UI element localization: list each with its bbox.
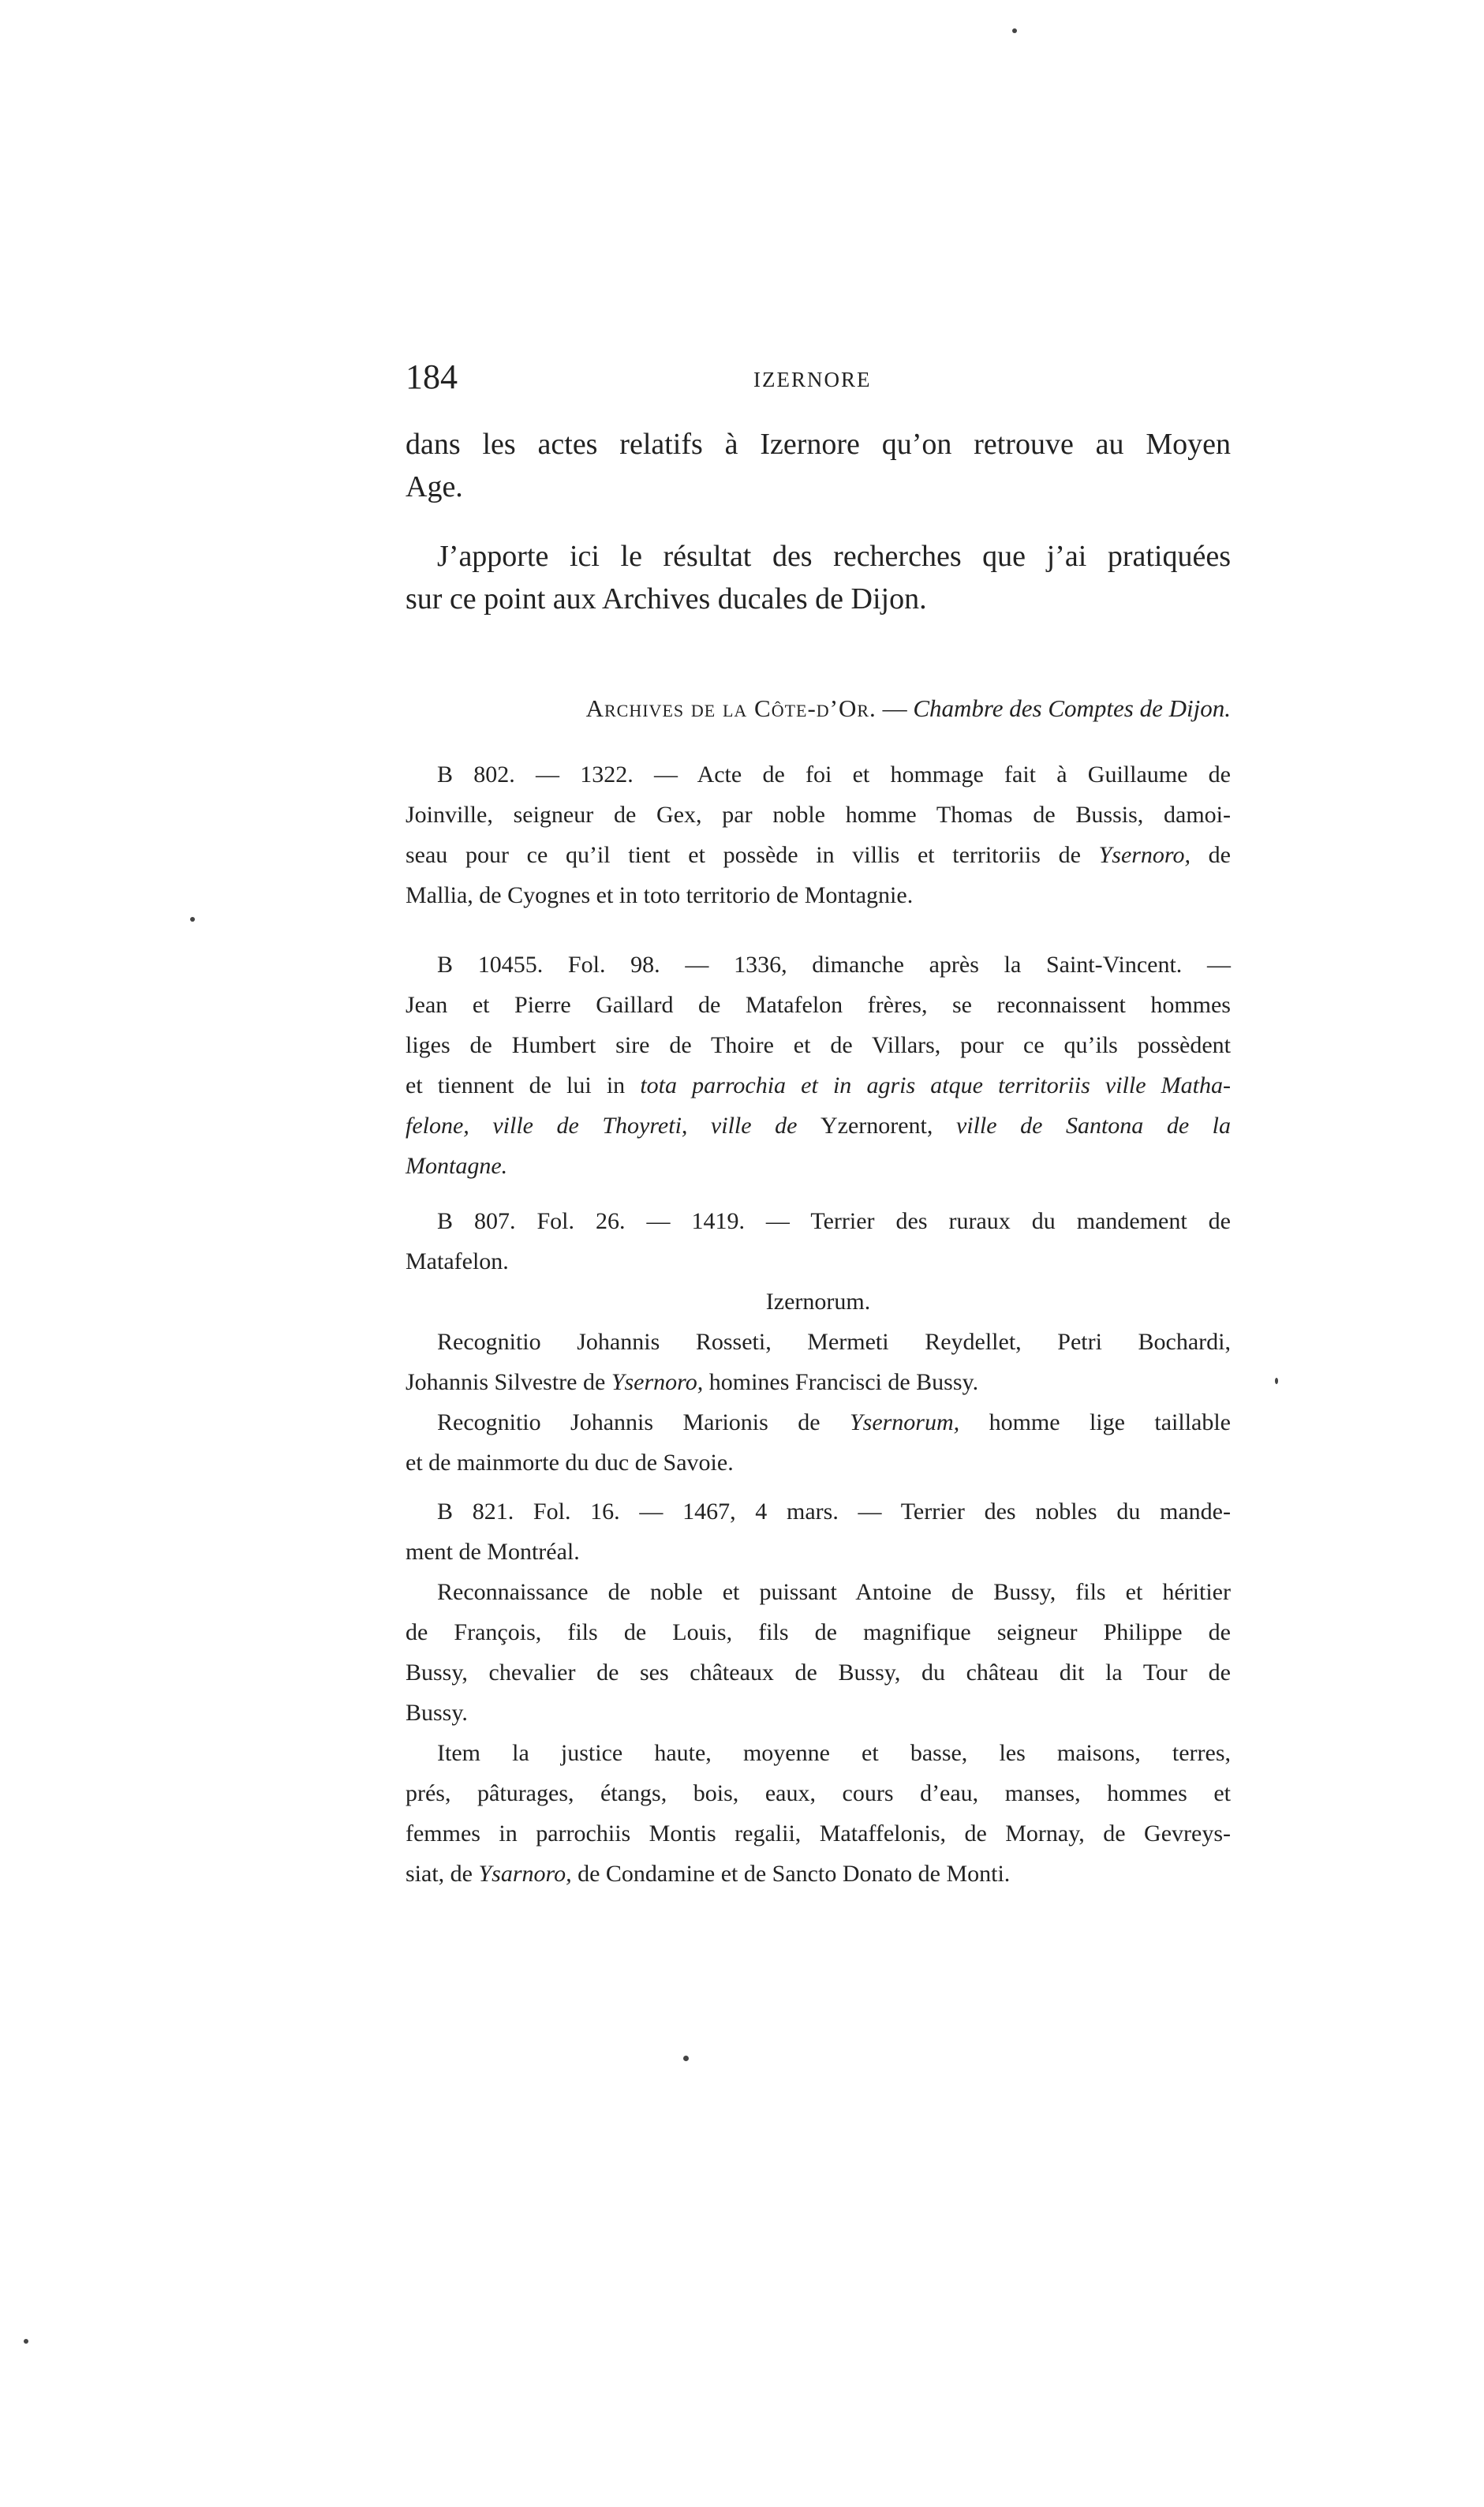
text-line: et de mainmorte du duc de Savoie. — [406, 1450, 734, 1476]
entry-b10455 — [406, 945, 1231, 1186]
text-line: Matafelon. — [406, 1248, 509, 1274]
page-number: 184 — [406, 357, 458, 396]
text-line: et tiennent de lui in tota parrochia et in agris atque territoriis ville Matha- — [406, 1072, 1231, 1098]
text-line: Jean et Pierre Gaillard de Matafelon frères, se reconnaissent hommes — [406, 992, 1231, 1018]
text-line: Mallia, de Cyognes et in toto territorio de Montagnie. — [406, 882, 914, 908]
entry-b802 — [406, 754, 1231, 915]
scan-speck — [1012, 28, 1017, 33]
text-line: Age. — [406, 470, 463, 503]
text-line: Item la justice haute, moyenne et basse, les maisons, terres, — [437, 1740, 1231, 1766]
text-line: prés, pâturages, étangs, bois, eaux, cours d’eau, manses, hommes et — [406, 1780, 1231, 1806]
running-title: IZERNORE — [753, 368, 872, 391]
text-line: Recognitio Johannis Marionis de Ysernorum, homme lige taillable — [437, 1409, 1231, 1435]
text-line: ment de Montréal. — [406, 1539, 580, 1565]
text-line: Bussy, chevalier de ses châteaux de Bussy, du château dit la Tour de — [406, 1659, 1231, 1686]
subheading: Izernorum. — [765, 1289, 871, 1315]
text-line: Bussy. — [406, 1700, 468, 1726]
scan-speck — [190, 917, 195, 922]
intro-paragraph-2 — [406, 535, 1231, 620]
text-line: Montagne. — [406, 1153, 508, 1179]
scan-speck — [1275, 1378, 1278, 1384]
text-line: B 807. Fol. 26. — 1419. — Terrier des ruraux du mandement de — [437, 1208, 1231, 1234]
text-line: Joinville, seigneur de Gex, par noble homme Thomas de Bussis, damoi- — [406, 802, 1231, 828]
entry-b821 — [406, 1491, 1231, 1894]
archive-subtitle: Chambre des Comptes de Dijon. — [913, 694, 1231, 722]
text-line: Johannis Silvestre de Ysernoro, homines Francisci de Bussy. — [406, 1369, 979, 1395]
scan-speck — [683, 2056, 689, 2061]
text-line: Reconnaissance de noble et puissant Antoine de Bussy, fils et héritier — [437, 1579, 1231, 1605]
text-line: sur ce point aux Archives ducales de Dijon. — [406, 582, 927, 616]
intro-paragraph-1 — [406, 423, 1231, 508]
archive-label: Archives de la Côte-d’Or. — [585, 694, 877, 722]
text-line: J’apporte ici le résultat des recherches que j’ai pratiquées — [437, 540, 1231, 573]
text-line: siat, de Ysarnoro, de Condamine et de Sancto Donato de Monti. — [406, 1861, 1011, 1887]
archive-heading — [406, 688, 1231, 728]
text-line: liges de Humbert sire de Thoire et de Villars, pour ce qu’ils possèdent — [406, 1032, 1231, 1058]
entry-b807 — [406, 1201, 1231, 1483]
scan-speck — [24, 2339, 28, 2344]
archive-dash: — — [876, 694, 914, 722]
text-line: dans les actes relatifs à Izernore qu’on retrouve au Moyen — [406, 428, 1231, 461]
text-line: seau pour ce qu’il tient et possède in villis et territoriis de Ysernoro, de — [406, 842, 1231, 868]
text-line: femmes in parrochiis Montis regalii, Mataffelonis, de Mornay, de Gevreys- — [406, 1820, 1231, 1847]
text-line: B 821. Fol. 16. — 1467, 4 mars. — Terrier des nobles du mande- — [437, 1499, 1231, 1525]
text-line: Recognitio Johannis Rosseti, Mermeti Reydellet, Petri Bochardi, — [437, 1329, 1231, 1355]
text-line: felone, ville de Thoyreti, ville de Yzernorent, ville de Santona de la — [406, 1113, 1232, 1139]
text-line: B 802. — 1322. — Acte de foi et hommage fait à Guillaume de — [437, 761, 1231, 788]
text-line: de François, fils de Louis, fils de magnifique seigneur Philippe de — [406, 1619, 1231, 1645]
text-line: B 10455. Fol. 98. — 1336, dimanche après la Saint-Vincent. — — [437, 952, 1231, 978]
